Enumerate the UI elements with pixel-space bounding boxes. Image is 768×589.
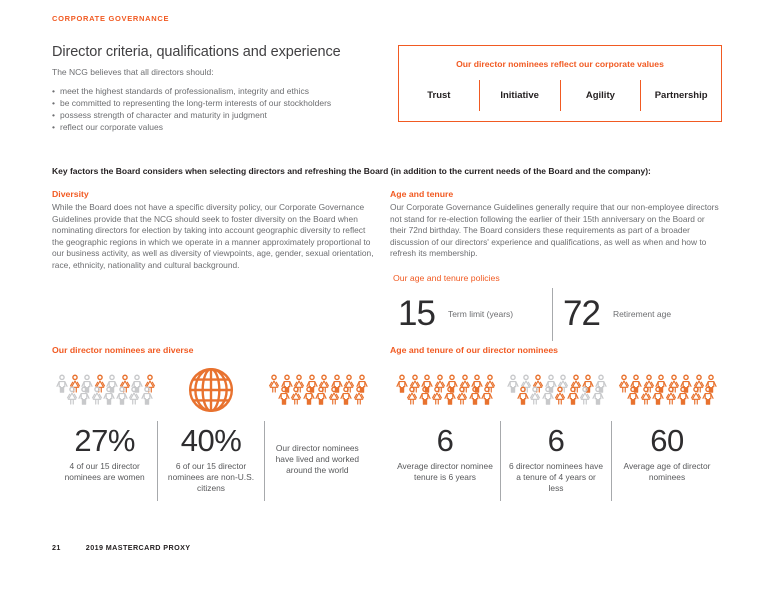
bullet-text: • meet the highest standards of professionalism, integrity and ethics (59, 86, 309, 96)
policy-label: Retirement age (612, 309, 672, 320)
policies-row (390, 288, 722, 341)
stat-value: 6 (547, 423, 565, 458)
section-eyebrow: CORPORATE GOVERNANCE (52, 14, 170, 23)
stat-caption: Average director nominee tenure is 6 years (397, 461, 493, 482)
stat-average-age (612, 421, 722, 501)
stat-value: 27% (74, 423, 135, 458)
bullet-item (52, 85, 392, 97)
age-stats-row (390, 421, 722, 501)
diversity-section (52, 189, 376, 272)
intro-lead: The NCG believes that all directors should: (52, 67, 214, 77)
diverse-icons-row (52, 364, 370, 416)
values-row (399, 78, 721, 112)
bullet-item (52, 97, 392, 109)
policy-value: 15 (398, 294, 435, 334)
policy-term-limit (390, 294, 552, 334)
stat-caption: 6 of our 15 director nominees are non-U.S. citizens (167, 461, 255, 493)
footer-page-number: 21 (52, 543, 61, 552)
values-box-title: Our director nominees reflect our corporate values (456, 59, 664, 69)
age-tenure-body: Our Corporate Governance Guidelines generally require that our non-employee directors not stand for re-election following the earlier of their 15th anniversary on the Board or their 72nd birthday. The Board considers these requirements as part of a broader discussion of our directors' experience and qualifications, as well as when and how to refresh its membership. (390, 202, 719, 259)
age-tenure-section (390, 189, 722, 341)
age-icons-row (390, 364, 722, 416)
page-title: Director criteria, qualifications and experience (52, 44, 341, 60)
stat-value: 40% (180, 423, 242, 458)
diverse-stats-row (52, 421, 370, 501)
male-person-icon (480, 386, 494, 406)
stat-caption: 4 of our 15 director nominees are women (64, 461, 145, 482)
female-person-icon (352, 386, 366, 406)
policy-label: Term limit (years) (447, 309, 514, 320)
value-partnership: Partnership (654, 89, 708, 101)
stat-recent-tenure (501, 421, 611, 501)
value-agility: Agility (585, 89, 615, 101)
diversity-heading: Diversity (52, 189, 89, 199)
policy-value: 72 (563, 294, 600, 334)
diverse-panel-heading: Our director nominees are diverse (52, 345, 194, 355)
diverse-nominees-panel (52, 345, 370, 501)
stat-world-experience (265, 421, 370, 501)
age-panel-heading: Age and tenure of our director nominees (390, 345, 558, 355)
stat-caption: Average age of director nominees (623, 461, 711, 482)
footer-label: 2019 MASTERCARD PROXY (85, 543, 191, 552)
page-footer (52, 543, 190, 552)
key-factors-text: Key factors the Board considers when selecting directors and refreshing the Board (in addition to the current needs of the Board and the company): (52, 166, 651, 176)
corporate-values-box (398, 45, 722, 122)
policy-retirement-age (553, 294, 671, 334)
stat-caption: Our director nominees have lived and worked around the world (275, 443, 359, 475)
stat-average-tenure (390, 421, 500, 501)
age-tenure-nominees-panel (390, 345, 722, 501)
value-initiative: Initiative (500, 89, 539, 101)
bullet-text: • be committed to representing the long-term interests of our stockholders (59, 98, 332, 108)
policies-heading: Our age and tenure policies (393, 272, 500, 283)
male-person-icon (591, 386, 605, 406)
male-person-icon (701, 386, 715, 406)
bullet-text: • reflect our corporate values (59, 122, 163, 132)
stat-non-us (158, 421, 263, 501)
male-person-icon (140, 386, 154, 406)
diversity-body: While the Board does not have a specific diversity policy, our Corporate Governance Guidelines provide that the NCG should seek to foster diversity on the Board when nominating directors for election by taking into account geographic diversity to reflect the geographic regions in which we operate in a manner approximately proportional to our business activity, as well as diversity of viewpoints, age, gender, sexual orientation, race, ethnicity, nationality and cultural background. (52, 202, 374, 270)
value-trust: Trust (427, 89, 451, 101)
globe-cell (158, 364, 264, 416)
age-tenure-policies (390, 273, 722, 341)
age-tenure-heading: Age and tenure (390, 189, 454, 199)
ages-crowd-icon (611, 364, 722, 416)
women-crowd-icon (52, 364, 158, 416)
stat-caption: 6 director nominees have a tenure of 4 years or less (508, 461, 604, 493)
tenure-crowd-icon (390, 364, 501, 416)
intro-section (52, 44, 392, 133)
stat-women (52, 421, 157, 501)
stat-value: 60 (650, 423, 684, 458)
world-crowd-icon (264, 364, 370, 416)
bullet-item (52, 109, 392, 121)
stat-value: 6 (436, 423, 454, 458)
globe-icon (186, 365, 236, 415)
bullet-text: • possess strength of character and maturity in judgment (59, 110, 267, 120)
bullet-item (52, 121, 392, 133)
recent-tenure-crowd-icon (501, 364, 612, 416)
